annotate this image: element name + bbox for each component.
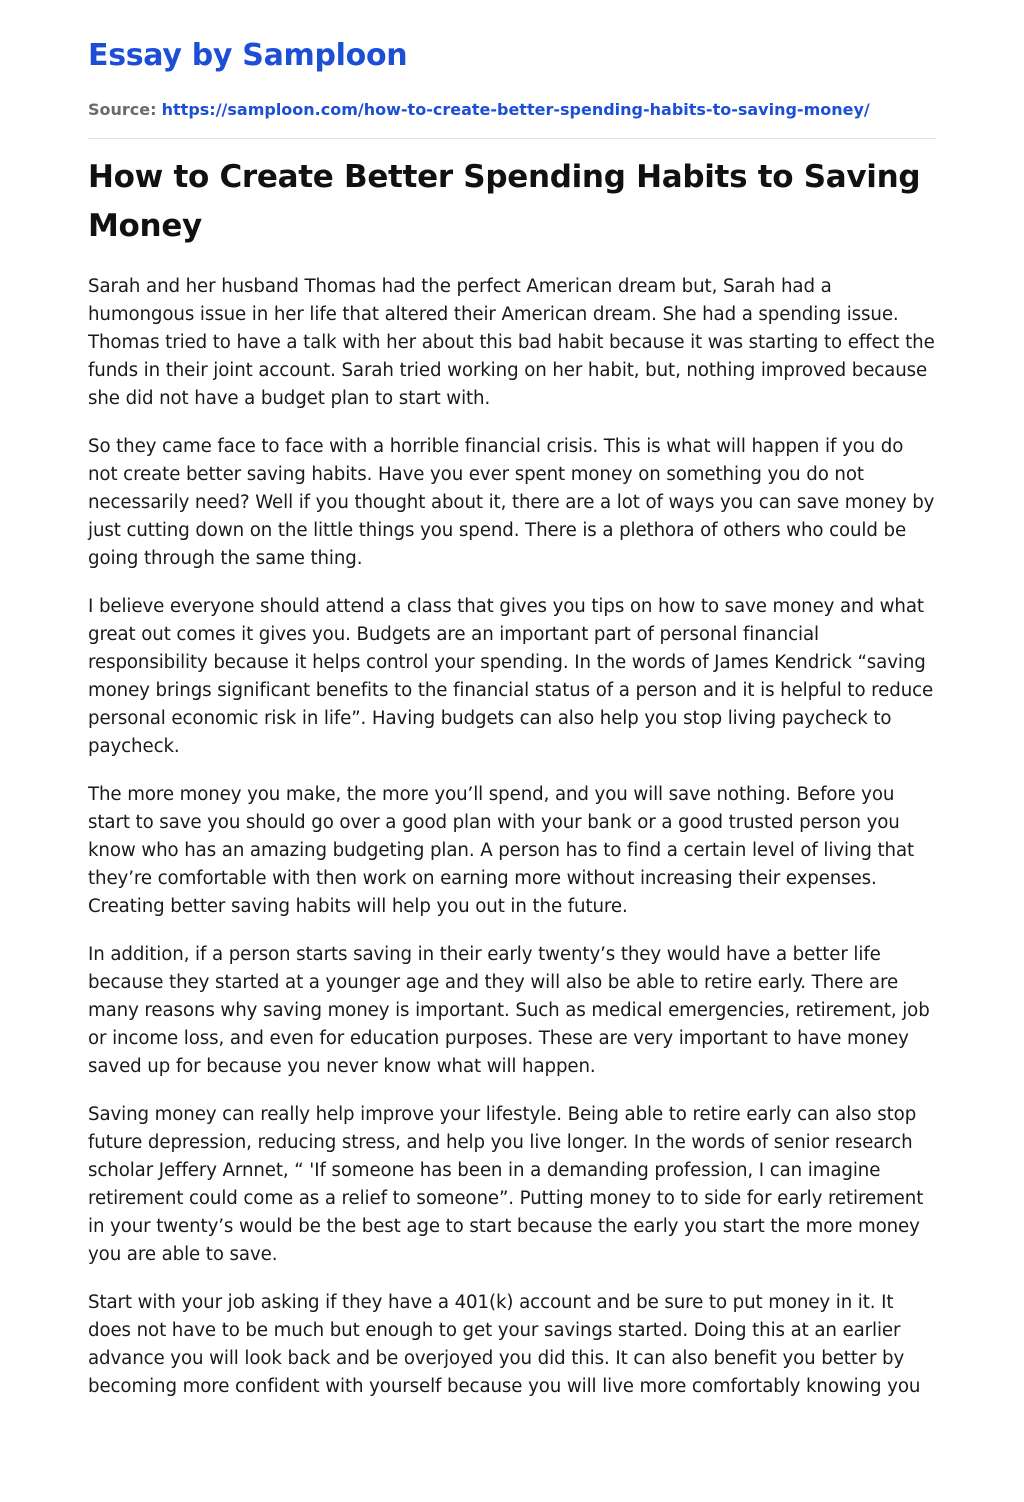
essay-paragraph: I believe everyone should attend a class that gives you tips on how to save money and what great out comes it gives you. Budgets are an important part of personal financial responsibility because it helps control your spending. In the words of James Kendrick “saving money brings significant benefits to the financial status of a person and it is helpful to reduce personal economic risk in life”. Having budgets can also help you stop living paycheck to paycheck. xyxy=(88,596,934,757)
essay-paragraph: Saving money can really help improve your lifestyle. Being able to retire early can also stop future depression, reducing stress, and help you live longer. In the words of senior research scholar Jeffery Arnnet, “ 'If someone has been in a demanding profession, I can imagine retirement could come as a relief to someone”. Putting money to to side for early retirement in your twenty’s would be the best age to start because the early you start the more money you are able to save. xyxy=(88,1104,924,1265)
site-brand[interactable]: Essay by Samploon xyxy=(88,38,408,73)
essay-paragraph: The more money you make, the more you’ll spend, and you will save nothing. Before you start to save you should go over a good plan with your bank or a good trusted person you know who has an amazing budgeting plan. A person has to find a certain level of living that they’re comfortable with then work on earning more without increasing their expenses. Creating better saving habits will help you out in the future. xyxy=(88,784,915,917)
essay-paragraph: Start with your job asking if they have a 401(k) account and be sure to put money in it. It does not have to be much but enough to get your savings started. Doing this at an earlier advance you will look back and be overjoyed you did this. It can also benefit you better by becoming more confident with yourself because you will live more comfortably knowing you xyxy=(88,1292,921,1397)
essay-body xyxy=(88,273,938,1401)
source-label: Source: xyxy=(88,100,157,119)
essay-paragraph: Sarah and her husband Thomas had the perfect American dream but, Sarah had a humongous issue in her life that altered their American dream. She had a spending issue. Thomas tried to have a talk with her about this bad habit because it was starting to effect the funds in their joint account. Sarah tried working on her habit, but, nothing improved because she did not have a budget plan to start with. xyxy=(88,276,935,409)
essay-paragraph: So they came face to face with a horrible financial crisis. This is what will happen if you do not create better saving habits. Have you ever spent money on something you do not necessarily need? Well if you thought about it, there are a lot of ways you can save money by just cutting down on the little things you spend. There is a plethora of others who could be going through the same thing. xyxy=(88,436,935,569)
essay-page xyxy=(88,0,938,1421)
essay-paragraph: In addition, if a person starts saving in their early twenty’s they would have a better life because they started at a younger age and they will also be able to retire early. There are many reasons why saving money is important. Such as medical emergencies, retirement, job or income loss, and even for education purposes. These are very important to have money saved up for because you never know what will happen. xyxy=(88,944,930,1077)
source-link[interactable]: https://samploon.com/how-to-create-better-spending-habits-to-saving-money/ xyxy=(161,100,870,119)
header-divider xyxy=(88,138,936,139)
source-line xyxy=(88,98,938,122)
essay-title: How to Create Better Spending Habits to Saving Money xyxy=(88,159,921,244)
